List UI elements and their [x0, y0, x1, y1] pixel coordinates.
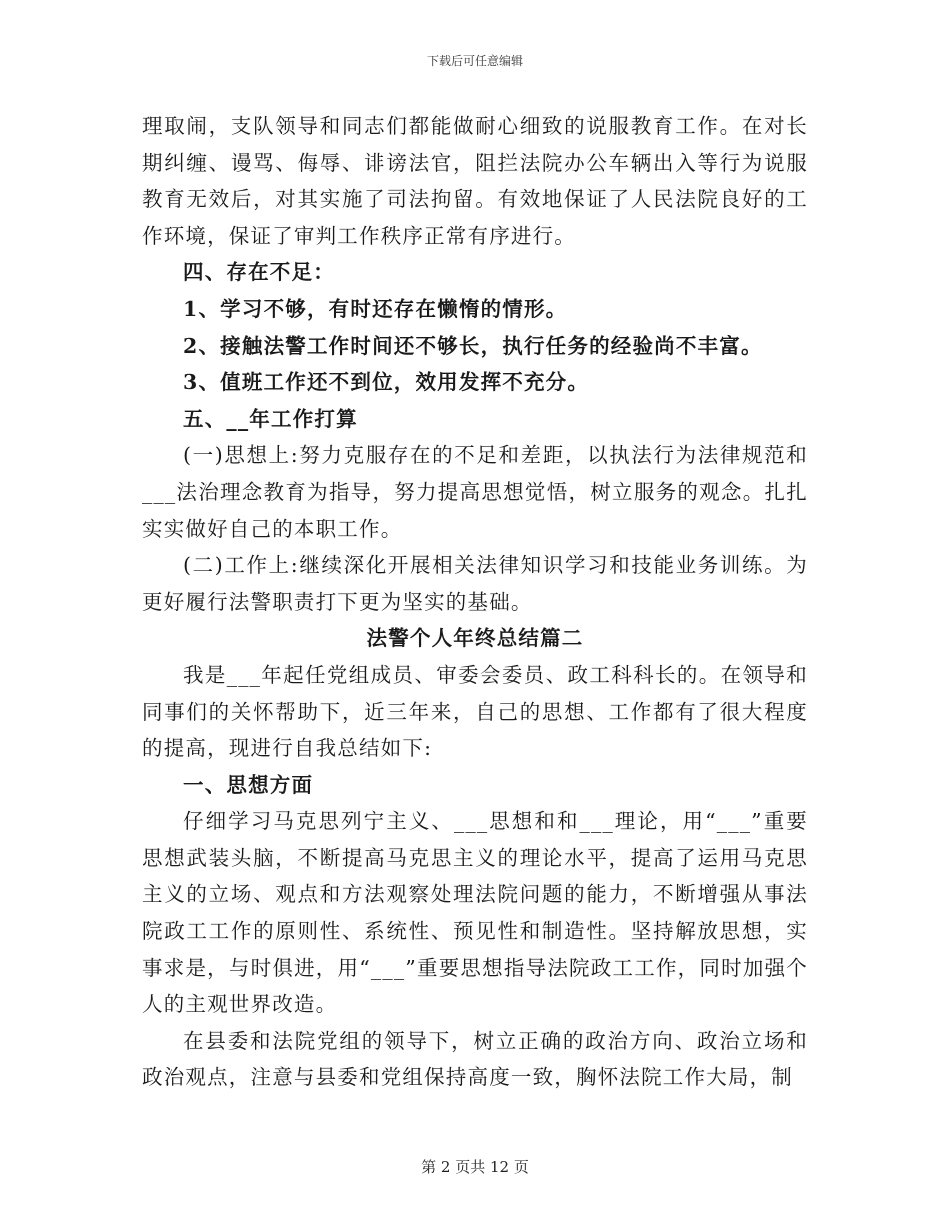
paragraph-plan-thought: (一)思想上:努力克服存在的不足和差距，以执法行为法律规范和___法治理念教育为指导，努力提高思想觉悟，树立服务的观念。扎扎实实做好自己的本职工作。 — [142, 443, 808, 541]
paragraph-plan-work: (二)工作上:继续深化开展相关法律知识学习和技能业务训练。为更好履行法警职责打下更为坚实的基础。 — [142, 553, 808, 614]
document-body — [142, 108, 808, 1096]
paragraph-political-direction: 在县委和法院党组的领导下，树立正确的政治方向、政治立场和政治观点，注意与县委和党组保持高度一致，胸怀法院工作大局，制 — [142, 1028, 808, 1090]
list-item-shortcoming-3: 3、值班工作还不到位，效用发挥不充分。 — [183, 370, 590, 395]
list-item-shortcoming-1: 1、学习不够，有时还存在懒惰的情形。 — [183, 296, 568, 321]
paragraph-thought-study: 仔细学习马克思列宁主义、___思想和和___理论，用“___”重要思想武装头脑，不断提高马克思主义的理论水平，提高了运用马克思主义的立场、观点和方法观察处理法院问题的能力，不断增强从事法院政工工作的原则性、系统性、预见性和制造性。坚持解放思想，实事求是，与时俱进，用“___”重要思想指导法院政工工作，同时加强个人的主观世界改造。 — [142, 809, 808, 1017]
list-item-shortcoming-2: 2、接触法警工作时间还不够长，执行任务的经验尚不丰富。 — [183, 333, 763, 358]
section-heading-work-plan: 五、__年工作打算 — [183, 406, 358, 431]
paragraph-continuation: 理取闹，支队领导和同志们都能做耐心细致的说服教育工作。在对长期纠缠、谩骂、侮辱、诽谤法官，阻拦法院办公车辆出入等行为说服教育无效后，对其实施了司法拘留。有效地保证了人民法院良好的工作环境，保证了审判工作秩序正常有序进行。 — [142, 114, 808, 248]
page-header: 下载后可任意编辑 — [426, 54, 523, 68]
section-heading-shortcomings: 四、存在不足： — [183, 260, 335, 285]
article-title-part-two: 法警个人年终总结篇二 — [366, 626, 584, 651]
page-footer: 第 2 页共 12 页 — [421, 1158, 529, 1176]
section-heading-thought: 一、思想方面 — [183, 772, 314, 797]
paragraph-introduction: 我是___年起任党组成员、审委会委员、政工科科长的。在领导和同事们的关怀帮助下，近三年来，自己的思想、工作都有了很大程度的提高，现进行自我总结如下: — [142, 662, 808, 761]
